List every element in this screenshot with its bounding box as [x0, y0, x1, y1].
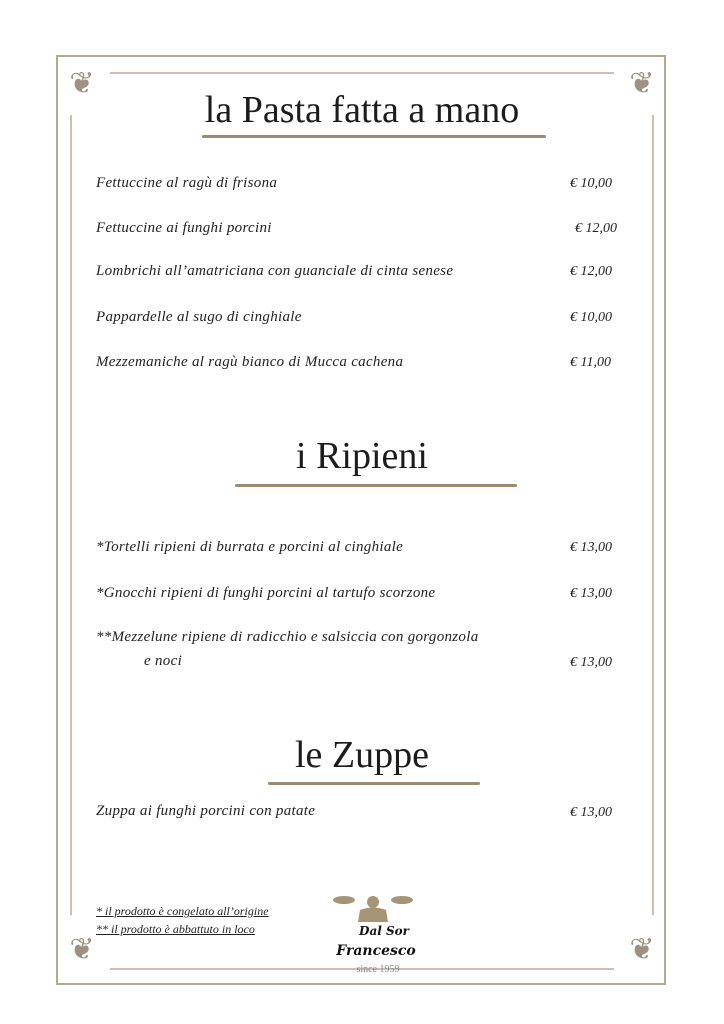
- restaurant-logo: [328, 892, 428, 976]
- menu-price: € 11,00: [570, 355, 611, 370]
- border-line-right: [652, 115, 654, 915]
- section-title: i Ripieni: [296, 435, 428, 477]
- menu-item: **Mezzelune ripiene di radicchio e salsiccia con gorgonzola: [96, 629, 479, 645]
- ornament-icon: ❦: [629, 932, 655, 967]
- border-line-left: [70, 115, 72, 915]
- menu-price: € 12,00: [570, 264, 612, 279]
- menu-item: Fettuccine al ragù di frisona: [96, 175, 278, 191]
- section-title: la Pasta fatta a mano: [204, 89, 520, 131]
- menu-price: € 13,00: [570, 655, 612, 670]
- menu-item: Pappardelle al sugo di cinghiale: [96, 309, 302, 325]
- menu-item-continued: e noci: [144, 653, 183, 669]
- section-title: le Zuppe: [294, 734, 429, 776]
- menu-price: € 12,00: [575, 221, 617, 236]
- title-underline: [202, 135, 546, 138]
- footnote: * il prodotto è congelato all’origine: [96, 904, 269, 918]
- ornament-icon: ❦: [69, 66, 95, 101]
- ornament-icon: ❦: [69, 932, 95, 967]
- menu-border: [56, 55, 666, 985]
- menu-item: Fettuccine ai funghi porcini: [96, 220, 272, 236]
- border-line-top: [110, 72, 614, 74]
- menu-price: € 13,00: [570, 540, 612, 555]
- title-underline: [268, 782, 480, 785]
- menu-price: € 13,00: [570, 586, 612, 601]
- waiter-logo-icon: [328, 892, 428, 960]
- menu-item: Zuppa ai funghi porcini con patate: [96, 803, 316, 819]
- menu-item: *Tortelli ripieni di burrata e porcini al cinghiale: [96, 539, 404, 555]
- menu-item: Lombrichi all’amatriciana con guanciale di cinta senese: [96, 263, 454, 279]
- logo-since: since 1959: [356, 964, 400, 975]
- ornament-icon: ❦: [629, 66, 655, 101]
- menu-price: € 10,00: [570, 176, 612, 191]
- menu-price: € 13,00: [570, 805, 612, 820]
- footnote: ** il prodotto è abbattuto in loco: [96, 922, 255, 936]
- menu-item: *Gnocchi ripieni di funghi porcini al tartufo scorzone: [96, 585, 436, 601]
- menu-item: Mezzemaniche al ragù bianco di Mucca cachena: [96, 354, 404, 370]
- svg-text:Francesco: Francesco: [336, 943, 416, 959]
- menu-price: € 10,00: [570, 310, 612, 325]
- svg-text:Dal Sor: Dal Sor: [359, 924, 409, 938]
- title-underline: [235, 484, 517, 487]
